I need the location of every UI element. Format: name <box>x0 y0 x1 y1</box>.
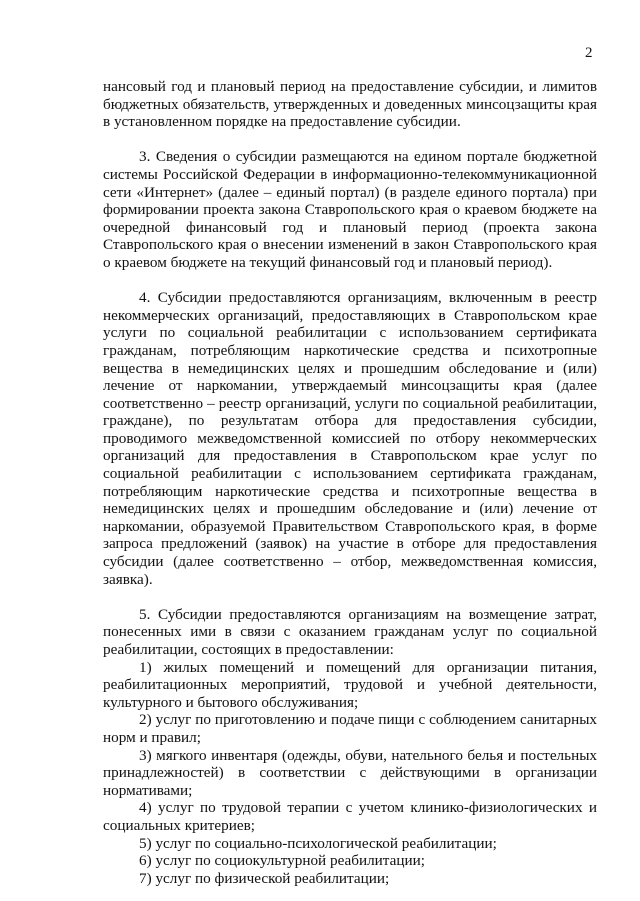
list-item-3-linen: 3) мягкого инвентаря (одежды, обуви, нательного белья и постельных принадлежностей) в соответствии с действующими в организации нормативами; <box>103 746 597 799</box>
list-item-2-food: 2) услуг по приготовлению и подаче пищи с соблюдением санитарных норм и правил; <box>103 711 597 746</box>
page-number: 2 <box>585 45 593 61</box>
paragraph-5-costs: 5. Субсидии предоставляются организациям на возмещение затрат, понесенных ими в связи с оказанием гражданам услуг по социальной реабилитации, состоящих в предоставлении: <box>103 605 597 658</box>
list-item-7-physical-rehab: 7) услуг по физической реабилитации; <box>139 869 390 887</box>
list-item-5-psych-rehab: 5) услуг по социально-психологической реабилитации; <box>139 834 497 852</box>
paragraph-4-registry: 4. Субсидии предоставляются организациям, включенным в реестр некоммерческих организаций, предоставляющих в Ставропольском крае услуги по социальной реабилитации с использованием сертификата гражданам, потребляющим наркотические средства и психотропные вещества в немедицинских целях и прошедшим обследование и (или) лечение от наркомании, утверждаемый минсоцзащиты края (далее соответственно – реестр организаций, услуги по социальной реабилитации, граждане), по результатам отбора для предоставления субсидии, проводимого межведомственной комиссией по отбору некоммерческих организаций для предоставления в Ставропольском крае услуг по социальной реабилитации с использованием сертификата гражданам, потребляющим наркотические средства и психотропные вещества в немедицинских целях и прошедшим обследование и (или) лечение от наркомании, образуемой Правительством Ставропольского края, в форме запроса предложений (заявок) на участие в отборе для предоставления субсидии (далее соответственно – отбор, межведомственная комиссия, заявка). <box>103 289 597 588</box>
paragraph-3-portal-info: 3. Сведения о субсидии размещаются на едином портале бюджетной системы Российской Федерации в информационно-телекоммуникационной сети «Интернет» (далее – единый портал) (в разделе единого портала) при формировании проекта закона Ставропольского края о краевом бюджете на очередной финансовый год и плановый период (проекта закона Ставропольского края о внесении изменений в закон Ставропольского края о краевом бюджете на текущий финансовый год и плановый период). <box>103 148 597 271</box>
list-item-1-housing: 1) жилых помещений и помещений для организации питания, реабилитационных мероприятий, трудовой и учебной деятельности, культурного и бытового обслуживания; <box>103 658 597 711</box>
list-item-6-sociocultural-rehab: 6) услуг по социокультурной реабилитации; <box>139 852 425 870</box>
list-item-4-labor-therapy: 4) услуг по трудовой терапии с учетом клинико-физиологических и социальных критериев; <box>103 799 597 834</box>
document-body <box>103 78 597 887</box>
paragraph-subsidy-limits: нансовый год и плановый период на предоставление субсидии, и лимитов бюджетных обязательств, утвержденных и доведенных минсоцзащиты края в установленном порядке на предоставление субсидии. <box>103 78 597 131</box>
